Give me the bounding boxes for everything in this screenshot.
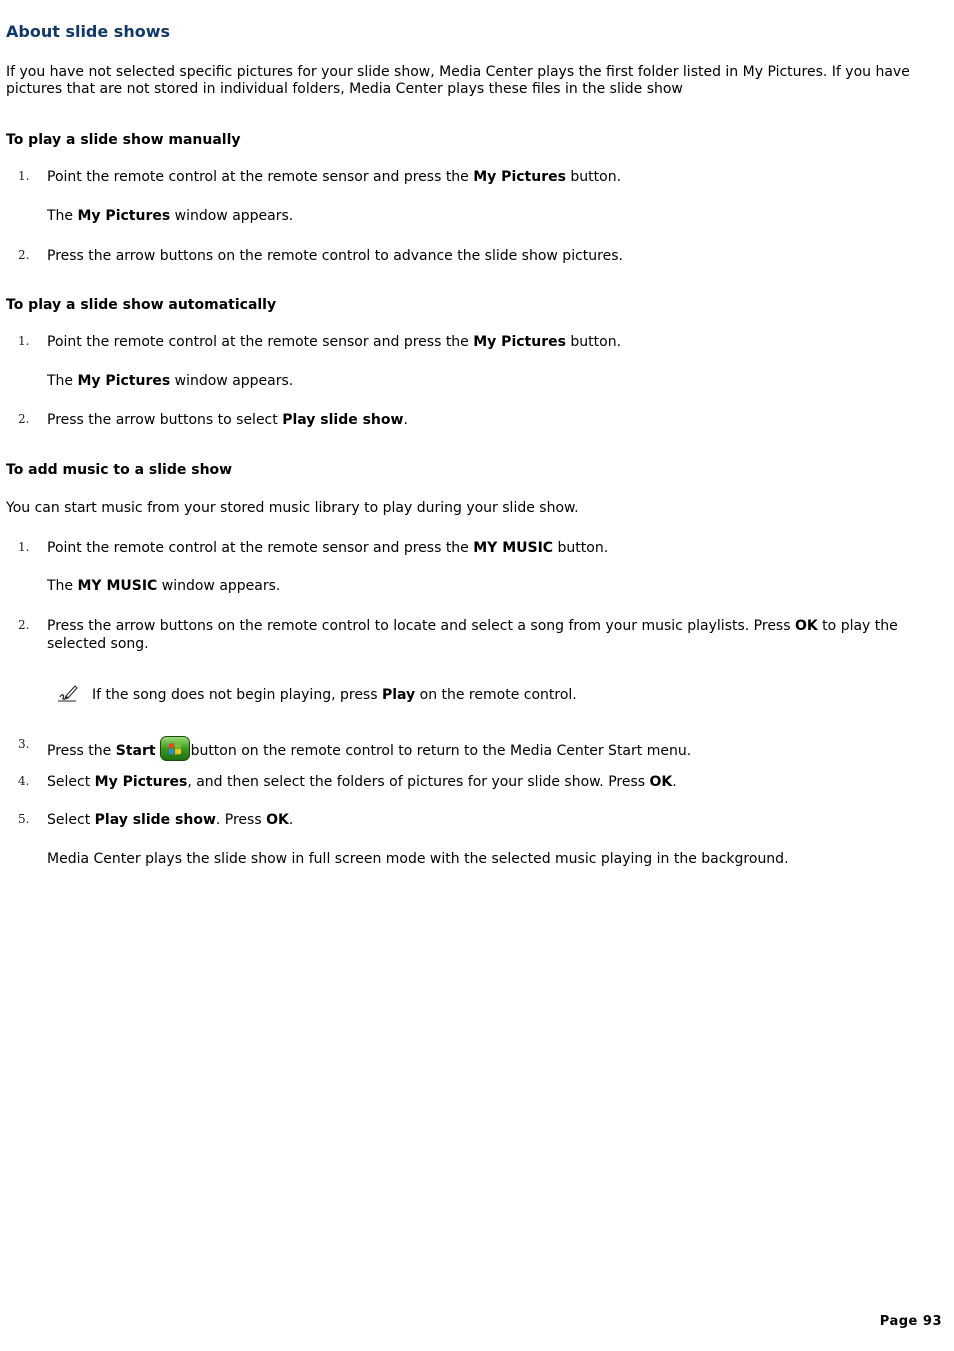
section-heading-music: To add music to a slide show — [6, 462, 233, 478]
music-step-1-result: The MY MUSIC window appears. — [47, 578, 281, 594]
step-number: 1. — [18, 540, 30, 554]
music-step-5: Select Play slide show. Press OK. — [47, 812, 294, 828]
manual-step-1: Point the remote control at the remote sensor and press the My Pictures button. — [47, 169, 622, 185]
step-number: 1. — [18, 169, 30, 183]
step-number: 2. — [18, 412, 30, 426]
step-number: 2. — [18, 618, 30, 632]
music-intro: You can start music from your stored music library to play during your slide show. — [6, 500, 579, 516]
intro-paragraph: If you have not selected specific pictures for your slide show, Media Center plays the first folder listed in My Pictures. If you have pictures that are not stored in individual folders, Media Center plays these files in the slide show — [6, 64, 910, 97]
auto-step-1: Point the remote control at the remote sensor and press the My Pictures button. — [47, 334, 622, 350]
music-step-2: Press the arrow buttons on the remote control to locate and select a song from your music playlists. Press OK to play the selected song. — [47, 618, 898, 652]
step-number: 3. — [18, 737, 30, 751]
step-number: 1. — [18, 334, 30, 348]
step-number: 5. — [18, 812, 30, 826]
music-step-1: Point the remote control at the remote sensor and press the MY MUSIC button. — [47, 540, 609, 556]
auto-step-2: Press the arrow buttons to select Play slide show. — [47, 412, 408, 428]
step-number: 2. — [18, 248, 30, 262]
auto-step-1-result: The My Pictures window appears. — [47, 373, 294, 389]
page-title: About slide shows — [6, 22, 171, 41]
manual-step-2: Press the arrow buttons on the remote control to advance the slide show pictures. — [47, 248, 623, 264]
windows-start-button-icon — [160, 736, 190, 761]
page-number: Page 93 — [879, 1314, 942, 1329]
step-number: 4. — [18, 774, 30, 788]
music-step-5-result: Media Center plays the slide show in full screen mode with the selected music playing in the background. — [47, 851, 789, 867]
section-heading-auto: To play a slide show automatically — [6, 297, 277, 313]
note-text: If the song does not begin playing, press Play on the remote control. — [92, 687, 577, 703]
music-step-3: Press the Start button on the remote control to return to the Media Center Start menu. — [47, 736, 937, 761]
section-heading-manual: To play a slide show manually — [6, 132, 241, 148]
music-step-4: Select My Pictures, and then select the folders of pictures for your slide show. Press OK. — [47, 774, 677, 790]
note-pencil-icon — [56, 682, 80, 704]
manual-step-1-result: The My Pictures window appears. — [47, 208, 294, 224]
